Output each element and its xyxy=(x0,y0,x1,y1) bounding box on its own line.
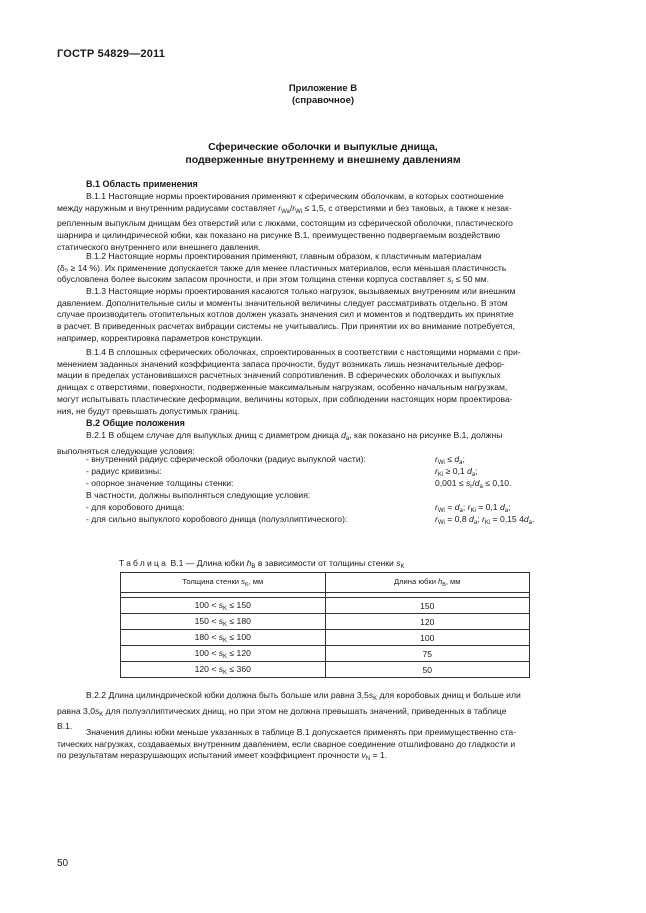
text-line: по результатам неразрушающих испытаний имеет коэффициент прочности $v_N = 1$. xyxy=(57,750,388,763)
condition-1-label: - внутренний радиус сферической оболочки (радиус выпуклой части): xyxy=(86,454,366,464)
appendix-subtitle: (справочное) xyxy=(291,95,355,106)
condition-3-label: - опорное значение толщины стенки: xyxy=(86,478,234,488)
table-cell-length: 50 xyxy=(325,662,530,678)
main-title-line1: Сферические оболочки и выпуклые днища, xyxy=(208,141,438,153)
condition-5-label: - для сильно выпуклого коробового днища (полуэллиптического): xyxy=(86,514,348,524)
table-cell-length: 150 xyxy=(325,598,530,614)
text-line: В.1.1 Настоящие нормы проектирования применяют к сферическим оболочкам, в которых соотношение xyxy=(86,191,504,201)
text-line: могут испытывать пластические деформации, величины которых, при соблюдении настоящих норм проектирова- xyxy=(57,393,513,404)
text-line: между наружным и внутренним радиусами составляет $r_{Wa}/r_{Wi} \le 1,5$, с отверстиями и без таковых, а также к незак- xyxy=(57,202,512,215)
text-line: давлением. Дополнительные силы и моменты значительной величины следует рассматривать отдельно. В этом xyxy=(57,297,508,308)
text-line: ния, не будут превышать допустимых границ. xyxy=(57,405,240,416)
text-line: В.1.2 Настоящие нормы проектирования применяют, главным образом, к пластичным материалам xyxy=(86,251,482,261)
text-line: В.1.4 В сплошных сферических оболочках, спроектированных в соответствии с настоящими нормами с при- xyxy=(86,347,521,357)
text-line: мации в пределах установившихся расчетных значений сопротивления. В сферических оболочках и выпуклых xyxy=(57,370,501,381)
table-header-length: Длина юбки $h_B$, мм xyxy=(325,573,530,593)
section-b1-heading: В.1 Область применения xyxy=(86,179,198,189)
table-row xyxy=(121,662,530,678)
conditions-intro: В частности, должны выполняться следующие условия: xyxy=(86,490,311,500)
text-line: В.1.3 Настоящие нормы проектирования касаются только нагрузок, вызываемых внутренним или внешним xyxy=(86,286,516,296)
table-cell-thickness: $150 < s_K \le 180$ xyxy=(121,614,326,630)
paragraph-b14 xyxy=(57,347,591,417)
table-cell-thickness: $100 < s_K \le 120$ xyxy=(121,646,326,662)
condition-2-formula: $r_{Ki} \ge 0,1$ $d_a$; xyxy=(435,466,478,478)
paragraph-skirt-note xyxy=(57,727,591,766)
table-cell-length: 120 xyxy=(325,614,530,630)
text-line: случае производитель отопительных котлов должен указать значения сил и моментов и подтвердить их принятие xyxy=(57,309,514,320)
text-line: Значения длины юбки меньше указанных в таблице В.1 допускается применять при преимущественно ста- xyxy=(86,727,517,737)
skirt-length-table xyxy=(120,572,530,678)
text-line: в расчет. В приведенных расчетах вибрации системы не учитывались. При принятии их во внимание потребуется, xyxy=(57,321,516,332)
condition-4-formula: $r_{Wi} = d_a$; $r_{Ki} = 0,1$ $d_a$; xyxy=(435,502,511,514)
table-row xyxy=(121,614,530,630)
text-line: менением заданных значений коэффициента запаса прочности, будут возникать лишь незначительные дефор- xyxy=(57,358,505,369)
text-line: репленным выпуклым днищам без отверстий или с люками, состоящим из сферической оболочки, пластического xyxy=(57,218,513,229)
table-header-row xyxy=(121,573,530,593)
table-cell-thickness: $180 < s_K \le 100$ xyxy=(121,630,326,646)
table-row xyxy=(121,598,530,614)
text-line: выполняться следующие условия: xyxy=(57,445,195,456)
table-cell-length: 75 xyxy=(325,646,530,662)
table-caption: Таблица В.1 — Длина юбки $h_B$ в зависимости от толщины стенки $s_K$ xyxy=(119,558,405,570)
text-line: (δ₅ ≥ 14 %). Их применение допускается также для менее пластичных материалов, если меньшая пластичность xyxy=(57,262,507,273)
table-cell-length: 100 xyxy=(325,630,530,646)
appendix-title: Приложение В xyxy=(288,83,358,94)
main-title-line2: подверженные внутреннему и внешнему давлениям xyxy=(185,154,461,166)
condition-4-label: - для коробового днища: xyxy=(86,502,185,512)
table-cell-thickness: $100 < s_K \le 150$ xyxy=(121,598,326,614)
standard-header: ГОСТР 54829—2011 xyxy=(57,48,166,60)
text-line: шарнира и цилиндрической юбки, как показано на рисунке В.1, преимущественно подвергаемым воздействию xyxy=(57,230,501,241)
paragraph-b12 xyxy=(57,251,591,290)
condition-3-formula: $0,001 \le s_r/d_a \le 0,10$. xyxy=(435,478,512,490)
condition-2-label: - радиус кривизны: xyxy=(86,466,162,476)
paragraph-b13 xyxy=(57,286,591,345)
page-number: 50 xyxy=(57,858,69,869)
section-b2-heading: В.2 Общие положения xyxy=(86,418,185,428)
condition-1-formula: $r_{Wi} \le d_a$; xyxy=(435,454,465,466)
condition-5-formula: $r_{Wi} = 0,8$ $d_a$; $r_{Ki} = 0,15$ $4d_a$. xyxy=(435,514,535,526)
text-line: В.1. xyxy=(57,721,73,732)
text-line: например, корректировка параметров конструкции. xyxy=(57,332,263,343)
text-line: статического внутреннего или внешнего давления. xyxy=(57,241,261,252)
text-line: тических нагрузках, создаваемых внутренним давлением, если сварное соединение отшлифовано до гладкости и xyxy=(57,738,516,749)
table-header-thickness: Толщина стенки $s_K$, мм xyxy=(121,573,326,593)
text-line: В.2.1 В общем случае для выпуклых днищ с диаметром днища $d_a$, как показано на рисунке В.1, должны xyxy=(86,430,503,442)
table-row xyxy=(121,646,530,662)
text-line: обусловлена более высоким запасом прочности, и при этом толщина стенки корпуса составляет $s_r \le 50$ мм. xyxy=(57,274,490,287)
paragraph-b11 xyxy=(57,191,591,254)
table-row xyxy=(121,630,530,646)
text-line: днищах с отверстиями, поверхности, подверженные максимальным нагрузкам, особенно начальным нагрузкам, xyxy=(57,382,508,393)
text-line: равна $3,0s_K$ для полуэллиптических днищ, но при этом не должна превышать значений, приведенных в таблице xyxy=(57,705,507,718)
table-cell-thickness: $120 < s_K \le 360$ xyxy=(121,662,326,678)
text-line: В.2.2 Длина цилиндрической юбки должна быть больше или равна $3,5s_K$ для коробовых днищ и больше или xyxy=(86,690,521,702)
